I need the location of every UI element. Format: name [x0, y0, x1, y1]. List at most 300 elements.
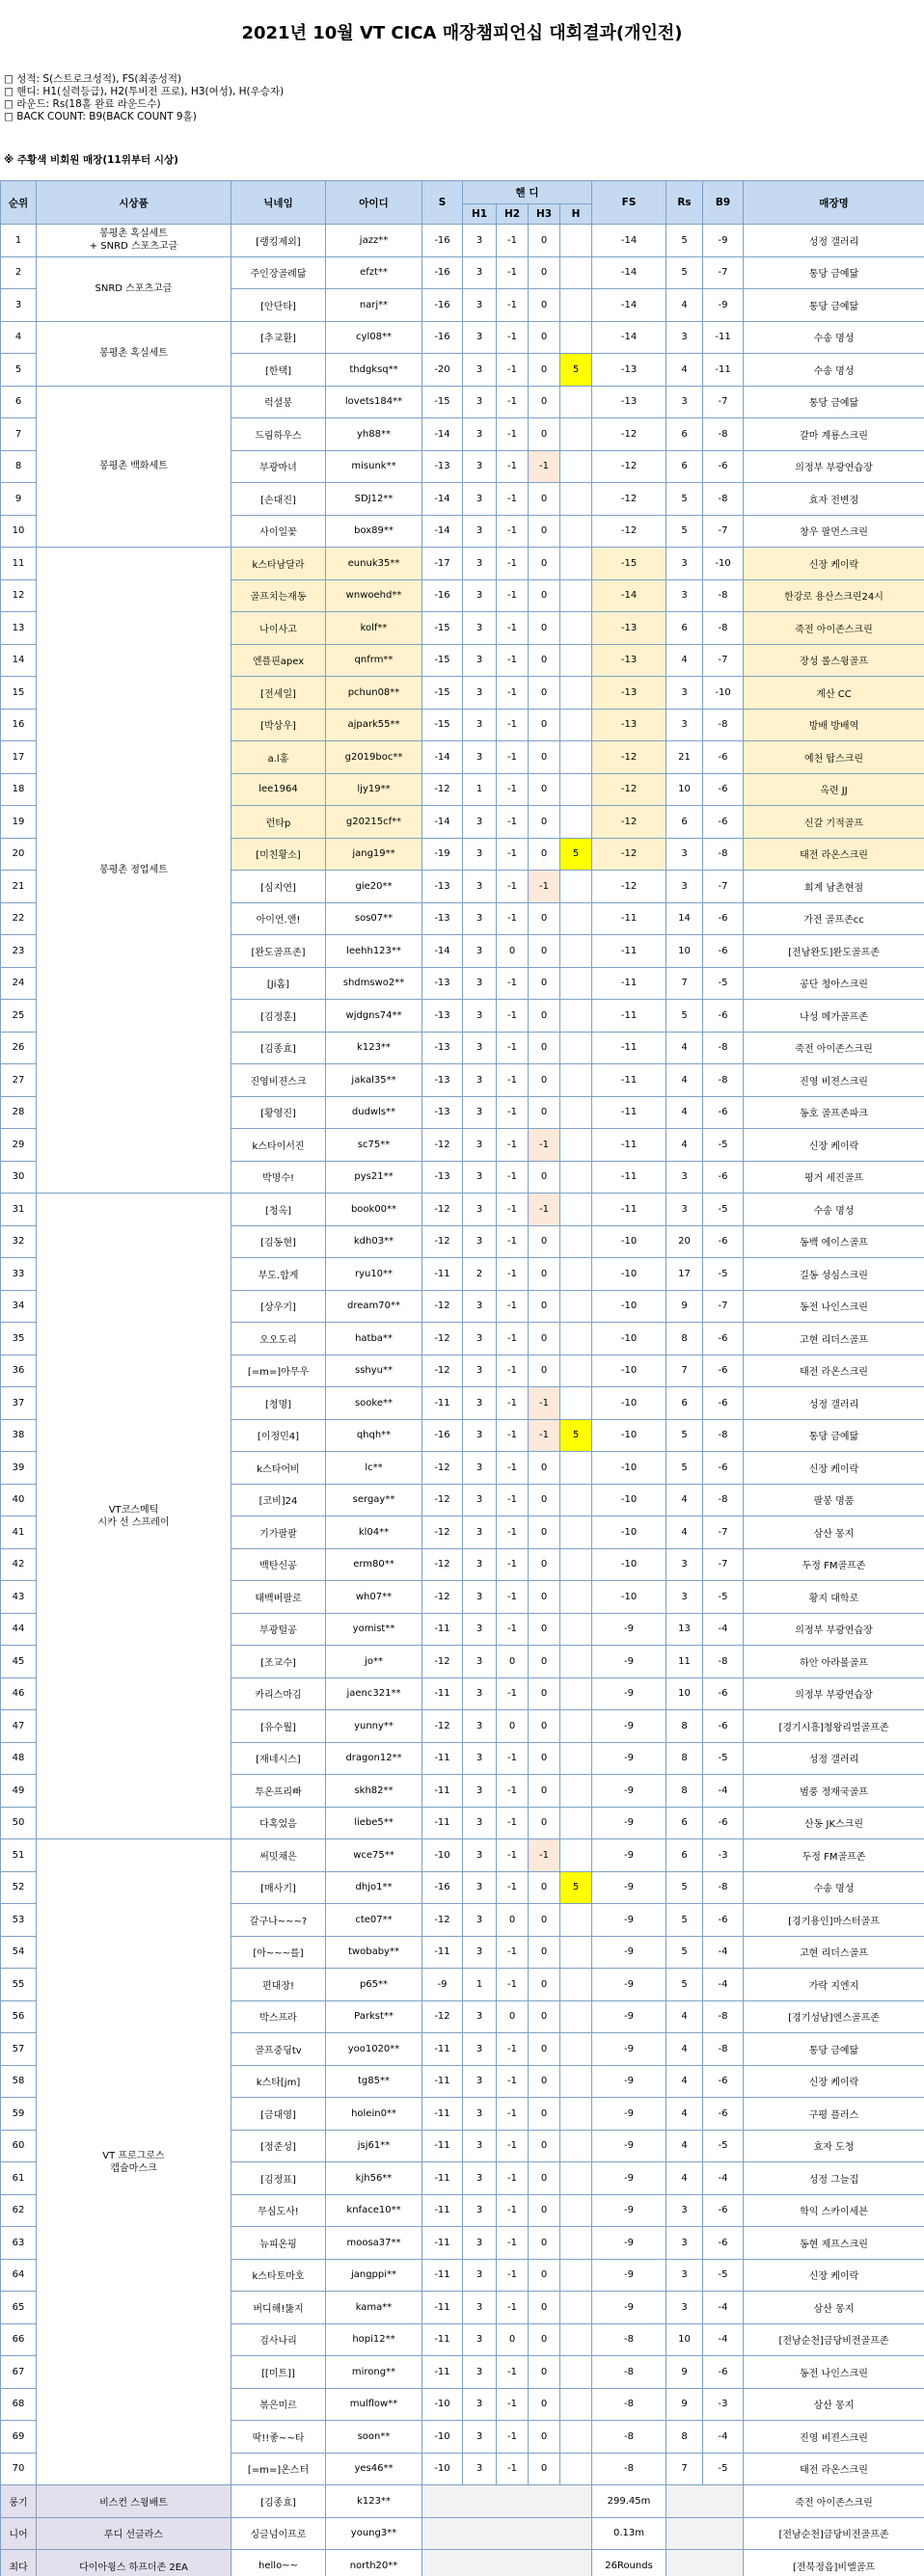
rank-cell: 15 — [1, 677, 37, 710]
rounds-cell: 4 — [666, 1516, 703, 1549]
nickname-cell: [김정표] — [231, 2162, 326, 2195]
header-h1: H1 — [463, 204, 497, 225]
rank-cell: 60 — [1, 2130, 37, 2162]
id-cell: qnfrm** — [326, 644, 422, 677]
id-cell: pchun08** — [326, 677, 422, 710]
h3-cell: 0 — [529, 2098, 560, 2131]
h2-cell: -1 — [497, 1613, 529, 1646]
final-score-cell: -10 — [592, 1581, 666, 1614]
h1-cell: 3 — [463, 967, 497, 1000]
h2-cell: -1 — [497, 2194, 529, 2227]
store-cell: [경기용인]마스터골프 — [744, 1904, 924, 1937]
rank-cell: 36 — [1, 1355, 37, 1387]
store-cell: 통당 금예닯 — [744, 386, 924, 418]
stroke-cell: -9 — [422, 1969, 463, 2001]
h2-cell: -1 — [497, 644, 529, 677]
back9-cell: -5 — [703, 1581, 744, 1614]
back9-cell: -6 — [703, 2098, 744, 2131]
header-nickname: 닉네임 — [231, 181, 326, 225]
h2-cell: -1 — [497, 1161, 529, 1194]
rounds-cell: 13 — [666, 1613, 703, 1646]
header-rounds: Rs — [666, 181, 703, 225]
back9-cell: -5 — [703, 1129, 744, 1162]
id-cell: wh07** — [326, 1581, 422, 1614]
rounds-cell: 3 — [666, 548, 703, 580]
winner-h-cell — [560, 579, 592, 612]
rank-cell: 32 — [1, 1225, 37, 1258]
h2-cell: -1 — [497, 2065, 529, 2098]
award-spacer-cell — [666, 2485, 744, 2518]
nickname-cell: 아이언.앤! — [231, 902, 326, 935]
back9-cell: -8 — [703, 579, 744, 612]
h2-cell: -1 — [497, 2388, 529, 2421]
table-row — [1, 1839, 924, 1872]
nickname-cell: [재네시스] — [231, 1742, 326, 1775]
id-cell: shdmswo2** — [326, 967, 422, 1000]
h1-cell: 3 — [463, 2388, 497, 2421]
back9-cell: -6 — [703, 1161, 744, 1194]
nickname-cell: [이정민4] — [231, 1419, 326, 1452]
back9-cell: -4 — [703, 2292, 744, 2324]
id-cell: efzt** — [326, 256, 422, 289]
stroke-cell: -16 — [422, 1871, 463, 1904]
winner-h-cell — [560, 741, 592, 774]
final-score-cell: -11 — [592, 1161, 666, 1194]
final-score-cell: -9 — [592, 2259, 666, 2292]
id-cell: jsj61** — [326, 2130, 422, 2162]
back9-cell: -10 — [703, 548, 744, 580]
rank-cell: 39 — [1, 1452, 37, 1485]
h2-cell: -1 — [497, 902, 529, 935]
h2-cell: -1 — [497, 1548, 529, 1581]
h3-cell: 0 — [529, 1581, 560, 1614]
stroke-cell: -12 — [422, 1548, 463, 1581]
award-row — [1, 2517, 924, 2550]
award-spacer-cell — [422, 2517, 592, 2550]
id-cell: pys21** — [326, 1161, 422, 1194]
stroke-cell: -11 — [422, 2292, 463, 2324]
store-cell: 예천 탑스크린 — [744, 741, 924, 774]
h2-cell: -1 — [497, 1936, 529, 1969]
rank-cell: 35 — [1, 1323, 37, 1355]
rank-cell: 63 — [1, 2227, 37, 2260]
store-cell: 신장 케이락 — [744, 2065, 924, 2098]
h1-cell: 3 — [463, 1000, 497, 1033]
back9-cell: -4 — [703, 1775, 744, 1808]
h2-cell: -1 — [497, 1419, 529, 1452]
stroke-cell: -16 — [422, 321, 463, 354]
nickname-cell: [=m=]온스터 — [231, 2453, 326, 2485]
stroke-cell: -13 — [422, 902, 463, 935]
h2-cell: -1 — [497, 871, 529, 903]
back9-cell: -8 — [703, 838, 744, 871]
table-row — [1, 225, 924, 257]
store-cell: 범풍 정재국골프 — [744, 1775, 924, 1808]
store-cell: 동백 에이스골프 — [744, 1225, 924, 1258]
nickname-cell: [황영진] — [231, 1096, 326, 1129]
nickname-cell: k스타어비 — [231, 1452, 326, 1485]
h1-cell: 3 — [463, 1452, 497, 1485]
rank-cell: 49 — [1, 1775, 37, 1808]
final-score-cell: -11 — [592, 1194, 666, 1226]
h1-cell: 3 — [463, 1194, 497, 1226]
nickname-cell: [매사기] — [231, 1871, 326, 1904]
header-rank: 순위 — [1, 181, 37, 225]
final-score-cell: -10 — [592, 1225, 666, 1258]
rank-cell: 1 — [1, 225, 37, 257]
rank-cell: 19 — [1, 806, 37, 839]
winner-h-cell — [560, 1290, 592, 1323]
final-score-cell: -10 — [592, 1355, 666, 1387]
store-cell: 갈마 계룡스크린 — [744, 418, 924, 451]
back9-cell: -4 — [703, 2162, 744, 2195]
store-cell: 하안 아라볼골프 — [744, 1646, 924, 1678]
id-cell: kdh03** — [326, 1225, 422, 1258]
rounds-cell: 4 — [666, 2065, 703, 2098]
winner-h-cell — [560, 1194, 592, 1226]
rounds-cell: 4 — [666, 1032, 703, 1064]
rounds-cell: 11 — [666, 1646, 703, 1678]
store-cell: 태전 라온스크린 — [744, 838, 924, 871]
award-label-cell: 최다 — [1, 2550, 37, 2576]
table-row — [1, 548, 924, 580]
h1-cell: 3 — [463, 677, 497, 710]
h2-cell: -1 — [497, 2033, 529, 2066]
id-cell: gie20** — [326, 871, 422, 903]
h1-cell: 3 — [463, 1355, 497, 1387]
h1-cell: 3 — [463, 1387, 497, 1420]
h3-cell: 0 — [529, 677, 560, 710]
back9-cell: -6 — [703, 1452, 744, 1485]
back9-cell: -8 — [703, 612, 744, 645]
back9-cell: -4 — [703, 2323, 744, 2356]
h2-cell: -1 — [497, 612, 529, 645]
h3-cell: 0 — [529, 1904, 560, 1937]
stroke-cell: -12 — [422, 2000, 463, 2033]
h2-cell: -1 — [497, 1775, 529, 1808]
rank-cell: 69 — [1, 2421, 37, 2454]
h3-cell: 0 — [529, 1969, 560, 2001]
store-cell: 신갈 기적골프 — [744, 806, 924, 839]
back9-cell: -6 — [703, 450, 744, 483]
h3-cell: 0 — [529, 1775, 560, 1808]
store-cell: 나성 메가골프존 — [744, 1000, 924, 1033]
store-cell: 공단 청아스크린 — [744, 967, 924, 1000]
final-score-cell: -10 — [592, 1323, 666, 1355]
h3-cell: -1 — [529, 1839, 560, 1872]
h1-cell: 3 — [463, 256, 497, 289]
stroke-cell: -11 — [422, 1936, 463, 1969]
final-score-cell: -13 — [592, 644, 666, 677]
id-cell: g2019boc** — [326, 741, 422, 774]
h3-cell: 0 — [529, 418, 560, 451]
h1-cell: 3 — [463, 418, 497, 451]
stroke-cell: -12 — [422, 1581, 463, 1614]
back9-cell: -3 — [703, 1839, 744, 1872]
winner-h-cell — [560, 1096, 592, 1129]
h3-cell: 0 — [529, 386, 560, 418]
rank-cell: 64 — [1, 2259, 37, 2292]
rank-cell: 33 — [1, 1258, 37, 1291]
store-cell: 의정부 부광연습장 — [744, 1613, 924, 1646]
h3-cell: 0 — [529, 2162, 560, 2195]
h2-cell: 0 — [497, 1904, 529, 1937]
store-cell: 가전 골프존cc — [744, 902, 924, 935]
h3-cell: 0 — [529, 2292, 560, 2324]
back9-cell: -9 — [703, 225, 744, 257]
h1-cell: 3 — [463, 935, 497, 968]
h1-cell: 3 — [463, 1613, 497, 1646]
rounds-cell: 4 — [666, 2162, 703, 2195]
id-cell: lc** — [326, 1452, 422, 1485]
back9-cell: -4 — [703, 2421, 744, 2454]
h1-cell: 3 — [463, 1646, 497, 1678]
stroke-cell: -13 — [422, 1032, 463, 1064]
id-cell: box89** — [326, 515, 422, 548]
back9-cell: -6 — [703, 1677, 744, 1710]
rank-cell: 17 — [1, 741, 37, 774]
store-cell: 삼산 몽지 — [744, 2292, 924, 2324]
winner-h-cell — [560, 1904, 592, 1937]
store-cell: 고현 리더스골프 — [744, 1323, 924, 1355]
h2-cell: -1 — [497, 2356, 529, 2389]
final-score-cell: -11 — [592, 1096, 666, 1129]
final-score-cell: -15 — [592, 548, 666, 580]
stroke-cell: -11 — [422, 1677, 463, 1710]
id-cell: cyl08** — [326, 321, 422, 354]
winner-h-cell — [560, 225, 592, 257]
stroke-cell: -11 — [422, 2098, 463, 2131]
h3-cell: 0 — [529, 354, 560, 387]
back9-cell: -4 — [703, 1936, 744, 1969]
back9-cell: -6 — [703, 741, 744, 774]
stroke-cell: -11 — [422, 2194, 463, 2227]
rounds-cell: 4 — [666, 1064, 703, 1097]
h3-cell: 0 — [529, 2453, 560, 2485]
winner-h-cell — [560, 967, 592, 1000]
h2-cell: -1 — [497, 1225, 529, 1258]
winner-h-cell — [560, 1839, 592, 1872]
winner-h-cell — [560, 1161, 592, 1194]
final-score-cell: -9 — [592, 1775, 666, 1808]
h3-cell: 0 — [529, 2194, 560, 2227]
back9-cell: -7 — [703, 644, 744, 677]
back9-cell: -11 — [703, 354, 744, 387]
rank-cell: 51 — [1, 1839, 37, 1872]
rank-cell: 54 — [1, 1936, 37, 1969]
rounds-cell: 3 — [666, 386, 703, 418]
back9-cell: -6 — [703, 1807, 744, 1839]
h3-cell: 0 — [529, 1677, 560, 1710]
h1-cell: 3 — [463, 1677, 497, 1710]
stroke-cell: -12 — [422, 1194, 463, 1226]
id-cell: sos07** — [326, 902, 422, 935]
rounds-cell: 4 — [666, 2098, 703, 2131]
back9-cell: -5 — [703, 1194, 744, 1226]
final-score-cell: -9 — [592, 2227, 666, 2260]
nickname-cell: [김종효] — [231, 1032, 326, 1064]
award-id-cell: north20** — [326, 2550, 422, 2576]
rank-cell: 53 — [1, 1904, 37, 1937]
stroke-cell: -14 — [422, 935, 463, 968]
store-cell: 삼산 몽지 — [744, 1516, 924, 1549]
winner-h-cell — [560, 612, 592, 645]
nickname-cell: lee1964 — [231, 773, 326, 806]
h1-cell: 3 — [463, 354, 497, 387]
final-score-cell: -13 — [592, 612, 666, 645]
h2-cell: -1 — [497, 741, 529, 774]
store-cell: 통당 금예닯 — [744, 1419, 924, 1452]
h1-cell: 3 — [463, 386, 497, 418]
h3-cell: 0 — [529, 2227, 560, 2260]
back9-cell: -8 — [703, 2033, 744, 2066]
id-cell: qhqh** — [326, 1419, 422, 1452]
rounds-cell: 20 — [666, 1225, 703, 1258]
rounds-cell: 3 — [666, 579, 703, 612]
winner-h-cell — [560, 677, 592, 710]
table-row — [1, 1194, 924, 1226]
store-cell: 두정 FM골프존 — [744, 1548, 924, 1581]
id-cell: moosa37** — [326, 2227, 422, 2260]
award-spacer-cell — [422, 2485, 592, 2518]
prize-group-cell: VT 프로그로스 캡슐마스크 — [37, 1839, 231, 2485]
h2-cell: -1 — [497, 1194, 529, 1226]
h3-cell: 0 — [529, 1161, 560, 1194]
store-cell: 황지 대학로 — [744, 1581, 924, 1614]
final-score-cell: -10 — [592, 1290, 666, 1323]
id-cell: yes46** — [326, 2453, 422, 2485]
id-cell: kjh56** — [326, 2162, 422, 2195]
nickname-cell: [청명] — [231, 1387, 326, 1420]
final-score-cell: -11 — [592, 1032, 666, 1064]
h1-cell: 3 — [463, 2098, 497, 2131]
id-cell: tg85** — [326, 2065, 422, 2098]
winner-h-cell — [560, 450, 592, 483]
stroke-cell: -15 — [422, 644, 463, 677]
legend-note: □ 성적: S(스트로크성적), FS(최종성적) — [4, 73, 182, 85]
store-cell: 신장 케이락 — [744, 548, 924, 580]
h3-cell: 0 — [529, 1548, 560, 1581]
nickname-cell: 부광마녀 — [231, 450, 326, 483]
stroke-cell: -11 — [422, 2033, 463, 2066]
back9-cell: -7 — [703, 1516, 744, 1549]
h2-cell: -1 — [497, 1871, 529, 1904]
id-cell: sshyu** — [326, 1355, 422, 1387]
final-score-cell: -13 — [592, 709, 666, 741]
h2-cell: 0 — [497, 1646, 529, 1678]
back9-cell: -5 — [703, 967, 744, 1000]
stroke-cell: -13 — [422, 450, 463, 483]
final-score-cell: -9 — [592, 1839, 666, 1872]
store-cell: 통당 금예닯 — [744, 2033, 924, 2066]
h1-cell: 3 — [463, 225, 497, 257]
id-cell: kolf** — [326, 612, 422, 645]
id-cell: twobaby** — [326, 1936, 422, 1969]
header-h: H — [560, 204, 592, 225]
stroke-cell: -11 — [422, 1775, 463, 1808]
h2-cell: -1 — [497, 1129, 529, 1162]
id-cell: dudwls** — [326, 1096, 422, 1129]
store-cell: 창우 팔먼스크린 — [744, 515, 924, 548]
h1-cell: 3 — [463, 1581, 497, 1614]
h2-cell: -1 — [497, 354, 529, 387]
rank-cell: 30 — [1, 1161, 37, 1194]
h3-cell: -1 — [529, 1129, 560, 1162]
winner-h-cell — [560, 1613, 592, 1646]
nickname-cell: 나이사고 — [231, 612, 326, 645]
h3-cell: 0 — [529, 1323, 560, 1355]
store-cell: 수송 명성 — [744, 354, 924, 387]
h2-cell: -1 — [497, 967, 529, 1000]
back9-cell: -8 — [703, 1064, 744, 1097]
back9-cell: -7 — [703, 1290, 744, 1323]
h3-cell: 0 — [529, 579, 560, 612]
stroke-cell: -10 — [422, 1839, 463, 1872]
rank-cell: 46 — [1, 1677, 37, 1710]
h1-cell: 3 — [463, 2323, 497, 2356]
store-cell: 통당 금예닯 — [744, 289, 924, 322]
back9-cell: -10 — [703, 677, 744, 710]
h3-cell: 0 — [529, 2421, 560, 2454]
h3-cell: 0 — [529, 644, 560, 677]
final-score-cell: -14 — [592, 225, 666, 257]
back9-cell: -3 — [703, 2388, 744, 2421]
stroke-cell: -11 — [422, 2130, 463, 2162]
nickname-cell: 부광털공 — [231, 1613, 326, 1646]
nickname-cell: 드림하우스 — [231, 418, 326, 451]
back9-cell: -6 — [703, 806, 744, 839]
h2-cell: -1 — [497, 1387, 529, 1420]
nickname-cell: 골프중딩tv — [231, 2033, 326, 2066]
store-cell: 죽전 아이존스크린 — [744, 1032, 924, 1064]
final-score-cell: -9 — [592, 2130, 666, 2162]
h3-cell: 0 — [529, 483, 560, 516]
h2-cell: -1 — [497, 1581, 529, 1614]
nickname-cell: 다혹었음 — [231, 1807, 326, 1839]
rank-cell: 9 — [1, 483, 37, 516]
back9-cell: -6 — [703, 1710, 744, 1743]
final-score-cell: -8 — [592, 2388, 666, 2421]
nickname-cell: [=m=]아무우 — [231, 1355, 326, 1387]
stroke-cell: -12 — [422, 1710, 463, 1743]
rounds-cell: 4 — [666, 354, 703, 387]
final-score-cell: -9 — [592, 1936, 666, 1969]
header-store: 매장명 — [744, 181, 924, 225]
nickname-cell: k스타이서진 — [231, 1129, 326, 1162]
h3-cell: 0 — [529, 2000, 560, 2033]
id-cell: wnwoehd** — [326, 579, 422, 612]
id-cell: SDJ12** — [326, 483, 422, 516]
final-score-cell: -9 — [592, 1807, 666, 1839]
rounds-cell: 9 — [666, 2388, 703, 2421]
h3-cell: 0 — [529, 2323, 560, 2356]
rank-cell: 47 — [1, 1710, 37, 1743]
h2-cell: -1 — [497, 806, 529, 839]
rounds-cell: 3 — [666, 1161, 703, 1194]
h1-cell: 3 — [463, 2130, 497, 2162]
h3-cell: -1 — [529, 450, 560, 483]
h1-cell: 3 — [463, 321, 497, 354]
store-cell: [전남순천]금당비전골프존 — [744, 2323, 924, 2356]
nickname-cell: 엔플핀apex — [231, 644, 326, 677]
stroke-cell: -12 — [422, 1452, 463, 1485]
stroke-cell: -15 — [422, 677, 463, 710]
rank-cell: 21 — [1, 871, 37, 903]
rounds-cell: 10 — [666, 773, 703, 806]
h1-cell: 3 — [463, 1032, 497, 1064]
winner-h-cell: 5 — [560, 354, 592, 387]
id-cell: dream70** — [326, 1290, 422, 1323]
